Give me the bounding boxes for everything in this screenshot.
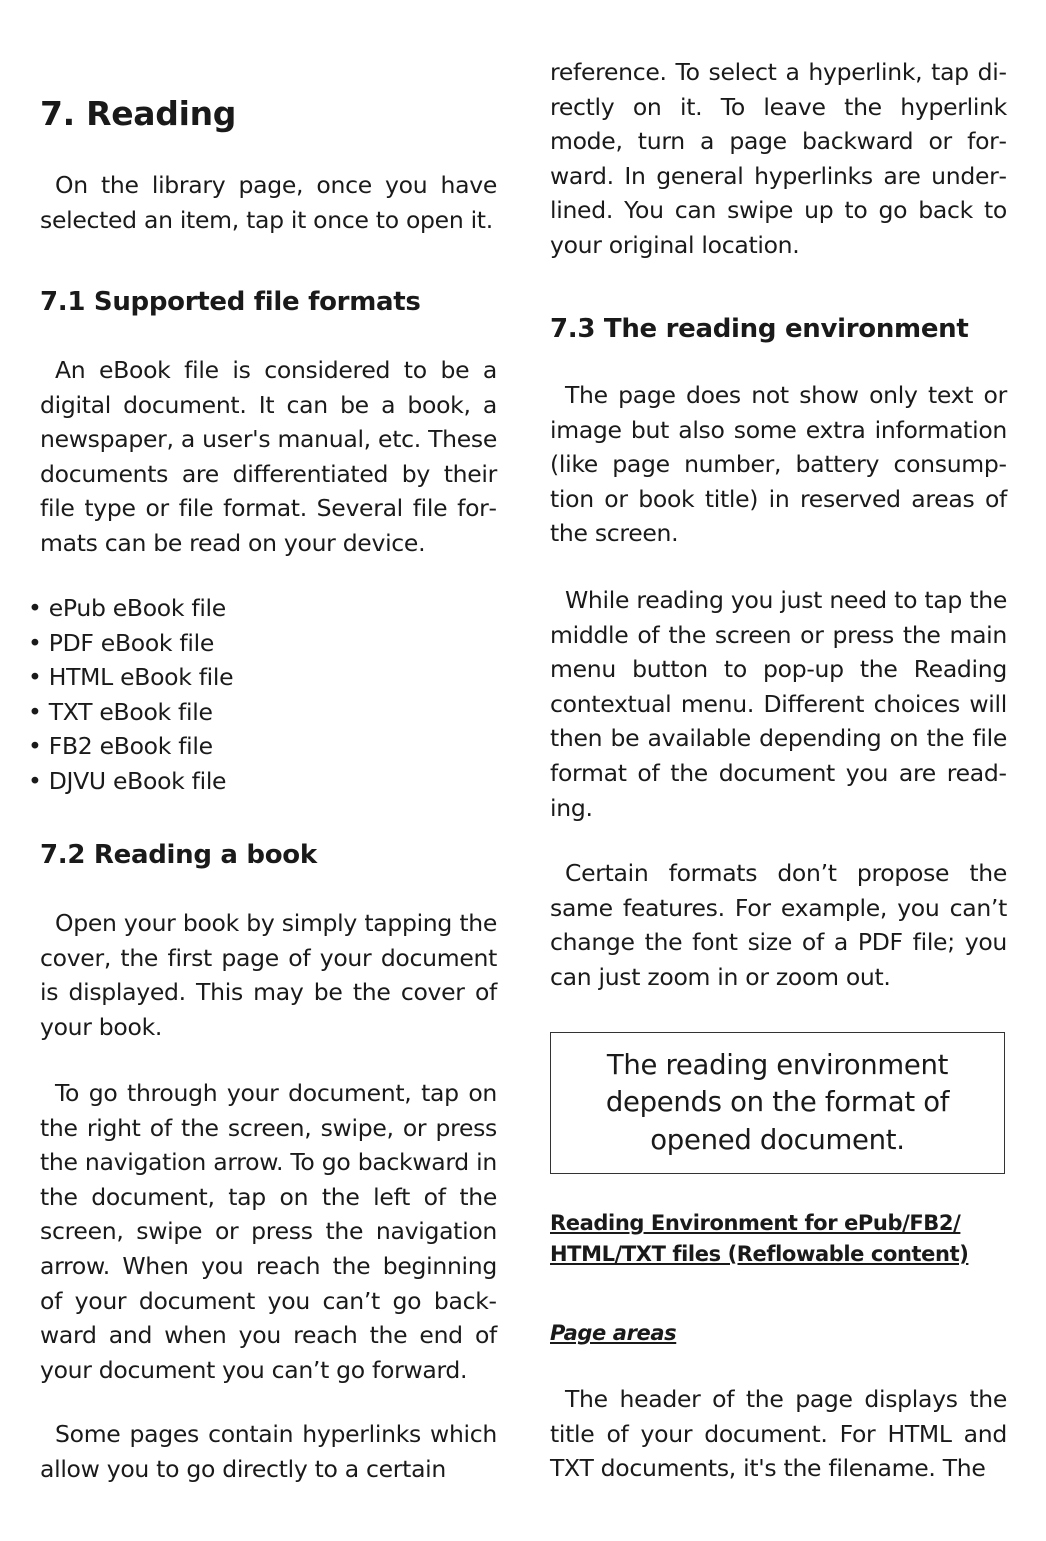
list-item: • HTML eBook file bbox=[28, 660, 508, 695]
reflowable-content-heading: Reading Environment for ePub/FB2/ HTML/TXT files (Reflowable content) bbox=[550, 1211, 969, 1266]
page-areas-heading: Page areas bbox=[550, 1321, 677, 1345]
list-item: • TXT eBook file bbox=[28, 695, 508, 730]
formats-features-paragraph: Certain formats don’t propose the same features. For example, you can’t change the font size of a PDF file; you can just zoom in or zoom out. bbox=[550, 859, 1007, 991]
note-box: The reading environment depends on the format of opened document. bbox=[550, 1032, 1005, 1174]
contextual-menu-paragraph: While reading you just need to tap the middle of the screen or press the main menu button to pop-up the Reading contextual menu. Different choices will then be available depending on the file format of the document you are reading. bbox=[550, 586, 1007, 822]
intro-paragraph: On the library page, once you have selected an item, tap it once to open it. bbox=[40, 171, 497, 234]
list-item: • ePub eBook file bbox=[28, 591, 508, 626]
formats-list bbox=[28, 591, 508, 799]
list-item: • FB2 eBook file bbox=[28, 729, 508, 764]
section-heading-reading-environment: 7.3 The reading environment bbox=[550, 314, 969, 344]
list-item: • PDF eBook file bbox=[28, 626, 508, 661]
section-title-reading: 7. Reading bbox=[40, 94, 237, 133]
hyperlinks-continued-paragraph: reference. To select a hyperlink, tap directly on it. To leave the hyperlink mode, turn a page backward or forward. In general hyperlinks are underlined. You can swipe up to go back to your original location. bbox=[550, 58, 1007, 259]
environment-paragraph: The page does not show only text or image but also some extra information (like page number, battery consumption or book title) in reserved areas of the screen. bbox=[550, 381, 1007, 548]
header-paragraph: The header of the page displays the title of your document. For HTML and TXT documents, it's the filename. The bbox=[550, 1385, 1007, 1483]
section-heading-supported-formats: 7.1 Supported file formats bbox=[40, 287, 421, 317]
navigation-paragraph: To go through your document, tap on the right of the screen, swipe, or press the navigation arrow. To go backward in the document, tap on the left of the screen, swipe or press the navigation arrow. When you reach the beginning of your document you can’t go backward and when you reach the end of your document you can’t go forward. bbox=[40, 1079, 497, 1384]
formats-paragraph: An eBook file is considered to be a digital document. It can be a book, a newspaper, a user's manual, etc. These documents are differentiated by their file type or file format. Several file formats can be read on your device. bbox=[40, 356, 497, 557]
open-book-paragraph: Open your book by simply tapping the cover, the first page of your document is displayed. This may be the cover of your book. bbox=[40, 909, 497, 1041]
section-heading-reading-a-book: 7.2 Reading a book bbox=[40, 840, 317, 870]
hyperlinks-paragraph: Some pages contain hyperlinks which allow you to go directly to a certain bbox=[40, 1420, 497, 1483]
list-item: • DJVU eBook file bbox=[28, 764, 508, 799]
